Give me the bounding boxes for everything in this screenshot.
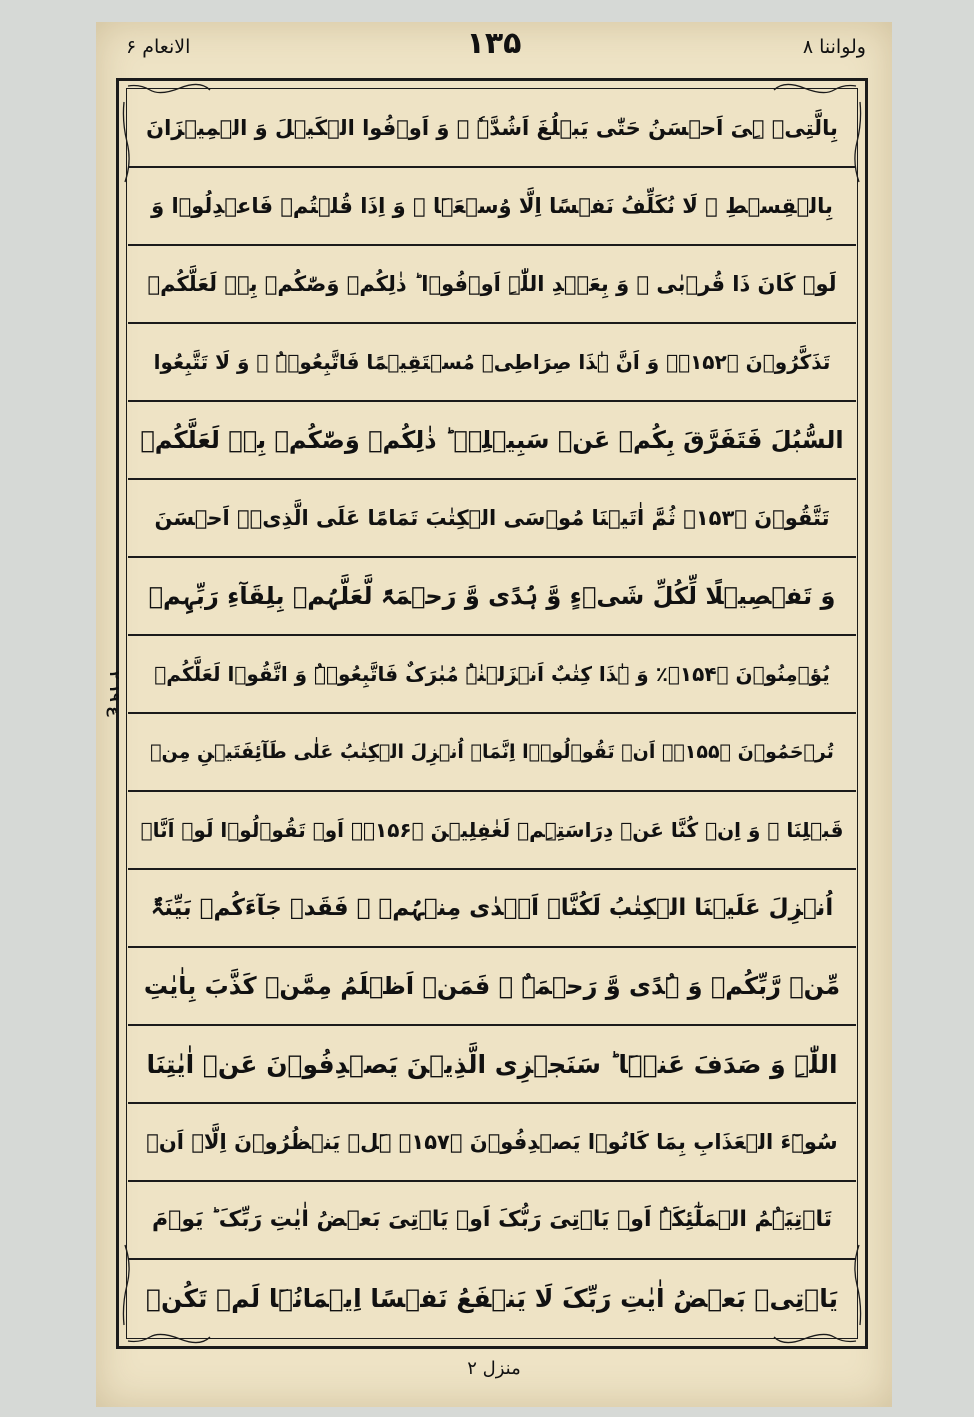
line-text: تَاۡتِیَہُمُ الۡمَلٰٓئِکَۃُ اَوۡ یَاۡتِیَ رَبُّکَ اَوۡ یَاۡتِیَ بَعۡضُ اٰیٰتِ رَبِّکَ ؕ یَوۡمَ (152, 1207, 832, 1232)
line-text: تَذَکَّرُوۡنَ ﴿۱۵۲﴾ۙ وَ اَنَّ ہٰذَا صِرَاطِیۡ مُسۡتَقِیۡمًا فَاتَّبِعُوۡہُ ۚ وَ لَا تَتَّبِعُوا (153, 350, 831, 374)
text-line-9 (128, 714, 856, 792)
line-text: سُوۡٓءَ الۡعَذَابِ بِمَا کَانُوۡا یَصۡدِفُوۡنَ ﴿۱۵۷﴾ ہَلۡ یَنۡظُرُوۡنَ اِلَّاۤ اَنۡ (146, 1129, 838, 1154)
line-text: تُرۡحَمُوۡنَ ﴿۱۵۵﴾ۙ اَنۡ تَقُوۡلُوۡۤا اِنَّمَاۤ اُنۡزِلَ الۡکِتٰبُ عَلٰی طَآئِفَتَیۡنِ مِنۡ (150, 740, 834, 763)
line-text: مِّنۡ رَّبِّکُمۡ وَ ہُدًی وَّ رَحۡمَۃٌ ۚ فَمَنۡ اَظۡلَمُ مِمَّنۡ کَذَّبَ بِاٰیٰتِ (143, 972, 841, 1000)
page-paper (96, 22, 892, 1407)
juz-name-header: ولواننا ۸ (802, 36, 866, 58)
text-line-5 (128, 402, 856, 480)
text-line-15 (128, 1182, 856, 1260)
text-lines (128, 90, 856, 1337)
text-line-2 (128, 168, 856, 246)
text-line-11 (128, 870, 856, 948)
text-line-6 (128, 480, 856, 558)
text-line-14 (128, 1104, 856, 1182)
line-text: اُنۡزِلَ عَلَیۡنَا الۡکِتٰبُ لَکُنَّاۤ اَہۡدٰی مِنۡہُمۡ ۚ فَقَدۡ جَآءَکُمۡ بَیِّنَۃٌ (150, 894, 834, 921)
page-number: ۱۳۵ (466, 26, 522, 61)
text-line-4 (128, 324, 856, 402)
text-line-10 (128, 792, 856, 870)
line-text: یُؤۡمِنُوۡنَ ﴿۱۵۴﴾٪ وَ ہٰذَا کِتٰبٌ اَنۡزَلۡنٰہُ مُبٰرَکٌ فَاتَّبِعُوۡہُ وَ اتَّقُوۡا لَعَلَّکُمۡ (154, 662, 830, 686)
text-line-1 (128, 90, 856, 168)
line-text: یَاۡتِیۡ بَعۡضُ اٰیٰتِ رَبِّکَ لَا یَنۡفَعُ نَفۡسًا اِیۡمَانُہَا لَمۡ تَکُنۡ (146, 1284, 838, 1313)
ruku-margin-marker: ع ۱۹ ۲ (106, 670, 122, 716)
line-text: اللّٰہِ وَ صَدَفَ عَنۡہَا ؕ سَنَجۡزِی الَّذِیۡنَ یَصۡدِفُوۡنَ عَنۡ اٰیٰتِنَا (146, 1049, 838, 1079)
text-line-8 (128, 636, 856, 714)
manzil-footer: منزل ۲ (467, 1358, 521, 1379)
surah-name-header: الانعام ۶ (126, 36, 191, 58)
text-line-7 (128, 558, 856, 636)
line-text: السُّبُلَ فَتَفَرَّقَ بِکُمۡ عَنۡ سَبِیۡلِہٖ ؕ ذٰلِکُمۡ وَصّٰکُمۡ بِہٖ لَعَلَّکُمۡ (140, 426, 844, 454)
text-line-3 (128, 246, 856, 324)
line-text: بِالۡقِسۡطِ ۚ لَا نُکَلِّفُ نَفۡسًا اِلَّا وُسۡعَہَا ۚ وَ اِذَا قُلۡتُمۡ فَاعۡدِلُوۡا وَ (151, 193, 833, 218)
text-line-12 (128, 948, 856, 1026)
line-text: لَوۡ کَانَ ذَا قُرۡبٰی ۚ وَ بِعَہۡدِ اللّٰہِ اَوۡفُوۡا ؕ ذٰلِکُمۡ وَصّٰکُمۡ بِہٖ لَعَلَّکُمۡ (147, 271, 837, 296)
text-line-13 (128, 1026, 856, 1104)
line-text: وَ تَفۡصِیۡلًا لِّکُلِّ شَیۡءٍ وَّ ہُدًی وَّ رَحۡمَۃً لَّعَلَّہُمۡ بِلِقَآءِ رَبِّہِمۡ (148, 582, 836, 610)
line-text: بِالَّتِیۡ ہِیَ اَحۡسَنُ حَتّٰی یَبۡلُغَ اَشُدَّہٗ ۚ وَ اَوۡفُوا الۡکَیۡلَ وَ الۡمِیۡزَانَ (146, 115, 838, 140)
line-text: تَتَّقُوۡنَ ﴿۱۵۳﴾ ثُمَّ اٰتَیۡنَا مُوۡسَی الۡکِتٰبَ تَمَامًا عَلَی الَّذِیۡۤ اَحۡسَنَ (154, 505, 830, 530)
text-line-16 (128, 1260, 856, 1337)
line-text: قَبۡلِنَا ۪ وَ اِنۡ کُنَّا عَنۡ دِرَاسَتِہِمۡ لَغٰفِلِیۡنَ ﴿۱۵۶﴾ۙ اَوۡ تَقُوۡلُوۡا لَوۡ اَنَّاۤ (140, 818, 844, 842)
